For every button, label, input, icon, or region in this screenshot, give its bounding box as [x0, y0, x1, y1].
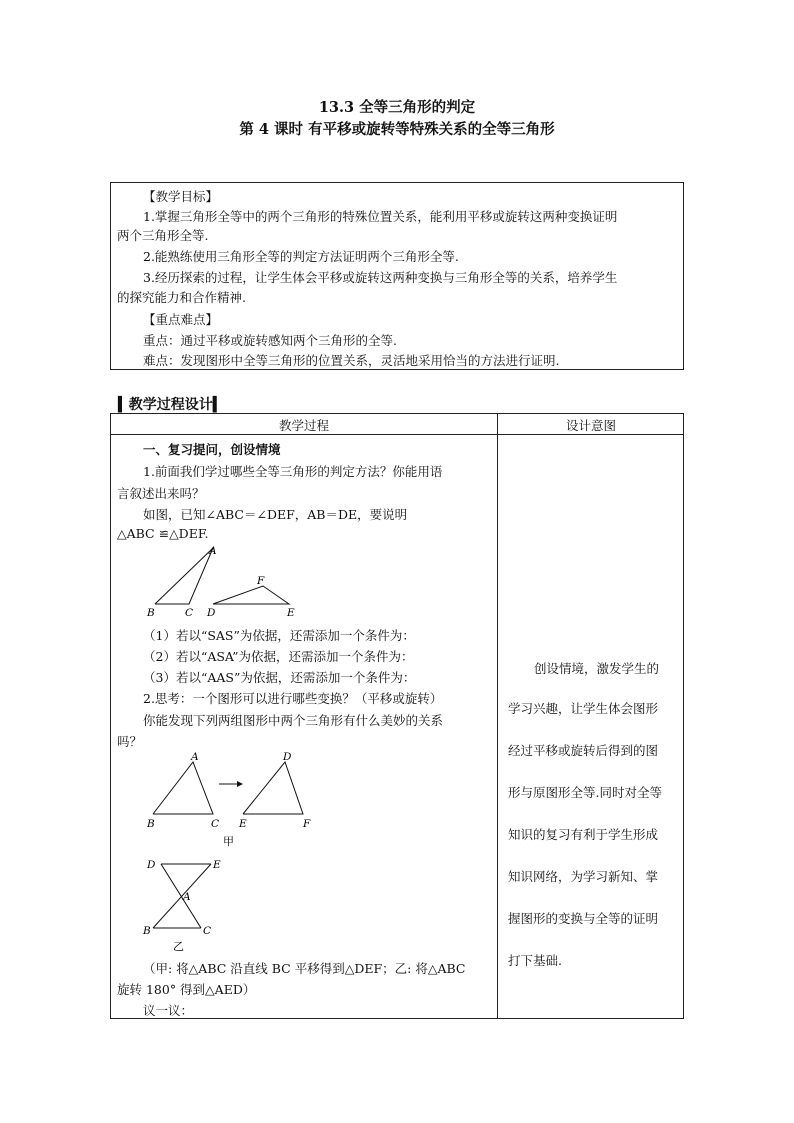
answer-cont: 旋转 180° 得到△AED）: [117, 982, 256, 997]
fig3-label-c: C: [203, 925, 212, 937]
condition-aas: （3）若以“AAS”为依据，还需添加一个条件为：: [143, 670, 416, 685]
fig3-label-b: B: [143, 925, 151, 937]
page-subtitle: 第 4 课时 有平移或旋转等特殊关系的全等三角形: [239, 121, 555, 138]
fig3-label-e: E: [213, 859, 221, 871]
figure-prompt: 如图，已知∠ABC＝∠DEF，AB＝DE，要说明: [143, 507, 408, 522]
find-question-cont: 吗？: [117, 734, 143, 749]
think-question: 2.思考：一个图形可以进行哪些变换？（平移或旋转）: [143, 691, 443, 706]
difficult-point: 难点：发现图形中全等三角形的位置关系，灵活地采用恰当的方法进行证明.: [143, 353, 560, 368]
fig3-caption: 乙: [173, 940, 184, 953]
intent-line: 形与原图形全等.同时对全等: [508, 785, 662, 800]
process-table: [110, 413, 684, 1019]
figure-1: [141, 546, 301, 624]
key-point: 重点：通过平移或旋转感知两个三角形的全等.: [143, 333, 397, 348]
fig1-label-a: A: [209, 545, 217, 557]
question-1: 1.前面我们学过哪些全等三角形的判定方法？你能用语: [143, 464, 443, 479]
figure-2: [141, 750, 341, 850]
fig1-label-d: D: [207, 607, 216, 619]
intent-line: 知识网络，为学习新知、掌: [508, 869, 659, 884]
col-header-process: 教学过程: [278, 418, 329, 433]
fig1-label-b: B: [147, 607, 155, 619]
intent-line: 创设情境，激发学生的: [534, 661, 660, 676]
intent-line: 经过平移或旋转后得到的图: [508, 743, 659, 758]
figure-3: [141, 854, 261, 954]
fig2-label-e: E: [239, 818, 247, 830]
intent-line: 学习兴趣，让学生体会图形: [508, 701, 659, 716]
objective-3: 3.经历探索的过程，让学生体会平移或旋转这两种变换与三角形全等的关系，培养学生: [143, 270, 618, 285]
objectives-box: [110, 182, 684, 370]
section-title: ▍教学过程设计▍: [118, 397, 224, 413]
fig1-label-e: E: [287, 607, 295, 619]
fig1-label-f: F: [257, 575, 265, 587]
intent-line: 握图形的变换与全等的证明: [508, 911, 659, 926]
question-1-cont: 言叙述出来吗？: [117, 486, 205, 501]
objective-3-cont: 的探究能力和合作精神.: [117, 290, 246, 305]
answer: （甲: 将△ABC 沿直线 BC 平移得到△DEF；乙: 将△ABC: [143, 961, 466, 976]
fig2-caption: 甲: [223, 835, 234, 848]
objective-1: 1.掌握三角形全等中的两个三角形的特殊位置关系，能利用平移或旋转这两种变换证明: [143, 209, 618, 224]
objective-2: 2.能熟练使用三角形全等的判定方法证明两个三角形全等.: [143, 249, 459, 264]
fig2-label-a: A: [191, 751, 199, 763]
fig2-label-b: B: [147, 818, 155, 830]
intent-line: 打下基础.: [508, 953, 562, 968]
objective-1-cont: 两个三角形全等.: [117, 228, 209, 243]
condition-asa: （2）若以“ASA”为依据，还需添加一个条件为：: [143, 649, 414, 664]
fig1-label-c: C: [185, 607, 194, 619]
review-heading: 一、复习提问，创设情境: [143, 442, 281, 457]
fig3-label-d: D: [147, 859, 156, 871]
fig3-label-a: A: [183, 891, 191, 903]
fig2-label-d: D: [283, 751, 292, 763]
objectives-heading: 【教学目标】: [143, 189, 219, 204]
condition-sas: （1）若以“SAS”为依据，还需添加一个条件为：: [143, 628, 415, 643]
page-title: 13.3 全等三角形的判定: [318, 99, 476, 116]
figure-prompt-cont: △ABC ≌△DEF.: [117, 526, 209, 541]
col-header-intent: 设计意图: [565, 418, 616, 433]
fig2-label-c: C: [211, 818, 220, 830]
discuss-label: 议一议：: [143, 1003, 194, 1018]
find-question: 你能发现下列两组图形中两个三角形有什么美妙的关系: [143, 713, 444, 728]
fig2-label-f: F: [303, 818, 311, 830]
key-points-heading: 【重点难点】: [143, 312, 219, 327]
intent-line: 知识的复习有利于学生形成: [508, 827, 659, 842]
